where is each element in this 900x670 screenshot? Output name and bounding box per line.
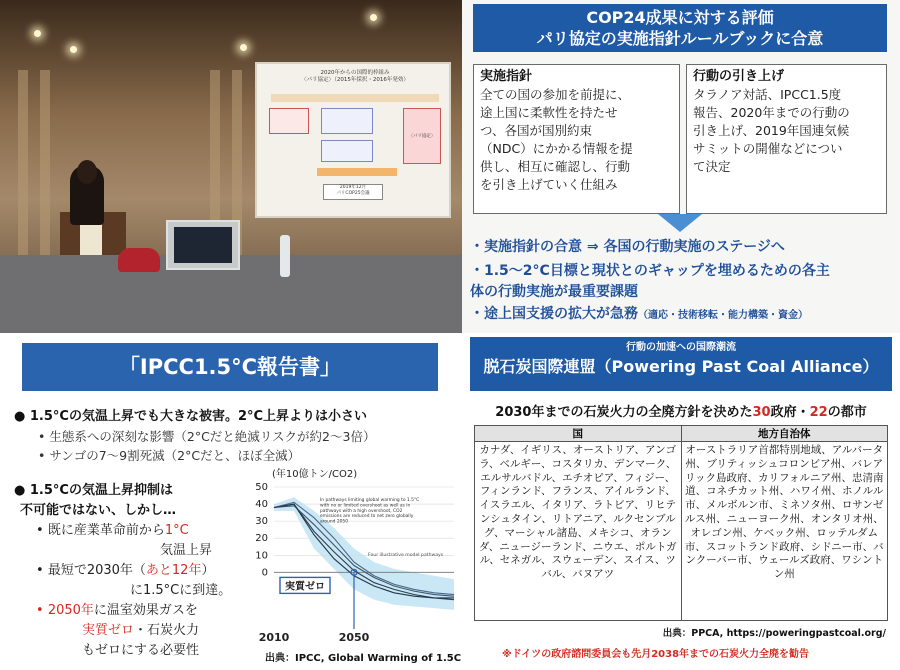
ppca-table [474, 425, 888, 621]
subpoint-text: ） [201, 563, 215, 578]
projector-screen [255, 62, 451, 218]
ppca-source: 出典：PPCA, https://poweringpastcoal.org/ [662, 628, 886, 639]
implementation-guideline-box [473, 64, 680, 214]
action-raising-box [686, 64, 887, 214]
ppca-subtitle: 行動の加速への国際潮流 [626, 342, 736, 353]
column-header-country: 国 [475, 426, 682, 442]
point-text: 1.5°Cの気温上昇でも大きな被害。2°C上昇よりは小さい [29, 409, 368, 424]
lead-number: 30 [752, 405, 771, 420]
ipcc-title: 「IPCC1.5°C報告書」 [22, 343, 438, 391]
legend-note: Four illustrative model pathways [368, 553, 444, 559]
bullet-small-text: （適応・技術移転・能力構築・資金） [638, 310, 808, 321]
ppca-title: 脱石炭国際連盟（Powering Past Coal Alliance） [483, 357, 879, 376]
ipcc-subpoint: • 生態系への深刻な影響（2°Cだと絶滅リスクが約2～3倍） [38, 429, 376, 444]
subpoint-red: 実質ゼロ [82, 623, 135, 638]
subpoint: に1.5°Cに到達。 [130, 583, 232, 598]
box-line: サミットの開催などについ [693, 141, 843, 156]
x-tick-label: 2050 [338, 631, 370, 644]
box-line: 引き上げ、2019年国連気候 [693, 123, 850, 138]
subpoint: • 既に産業革命前から1°C [36, 523, 189, 538]
box-line: 報告、2020年までの行動の [693, 105, 850, 120]
ceiling-lamp [70, 46, 77, 53]
table-header-row [475, 426, 888, 442]
box-line: タラノア対話、IPCC1.5度 [693, 87, 842, 102]
subpoint-red: 1°C [164, 523, 189, 538]
y-tick-label: 20 [255, 533, 268, 545]
subpoint-text: 既に産業革命前から [47, 523, 165, 538]
ceiling-lamp [34, 30, 41, 37]
slide-box [321, 140, 373, 162]
y-tick-label: 30 [255, 516, 268, 528]
ppca-slide [462, 333, 900, 670]
column-header-local: 地方自治体 [681, 426, 888, 442]
box-line: （NDC）にかかる情報を提 [480, 141, 633, 156]
zero-label: 実質ゼロ [285, 581, 325, 593]
lead-text: 政府・ [770, 405, 810, 420]
cop24-bullet: ・実施指針の合意 ⇒ 各国の行動実施のステージへ [470, 239, 785, 255]
slide-box-year: 2019年12月 パリCOP25会議 [323, 184, 383, 200]
subpoint-text: 生態系への深刻な影響（2°Cだと絶滅リスクが約2～3倍） [49, 429, 376, 444]
cop24-bullet: 体の行動実施が最重要課題 [470, 284, 638, 300]
box-title: 行動の引き上げ [693, 69, 785, 84]
table-row [475, 442, 888, 621]
ppca-note: ※ドイツの政府諮問委員会も先月2038年までの石炭火力全廃を勧告 [502, 649, 810, 660]
laptop-screen [174, 227, 232, 263]
box-title: 実施指針 [480, 69, 533, 84]
x-tick-label: 2010 [258, 631, 290, 644]
slide-box [269, 108, 309, 134]
red-bag [118, 248, 160, 272]
box-line: 全ての国の参加を前提に、 [480, 87, 631, 102]
subpoint-text: に温室効果ガスを [93, 603, 198, 618]
ipcc-point2 [14, 481, 254, 661]
cop24-title: COP24成果に対する評価 [586, 8, 774, 27]
subpoint [14, 621, 254, 641]
down-arrow-icon [658, 214, 702, 232]
slide-box [321, 108, 373, 134]
point2-line: 不可能ではない、しかし… [20, 503, 177, 518]
point2-line: ● 1.5°Cの気温上昇抑制は [14, 483, 173, 498]
subpoint-red: あと12年 [145, 563, 202, 578]
ppca-lead [466, 401, 896, 420]
box-text [693, 86, 880, 176]
subpoint: もゼロにする必要性 [82, 643, 200, 658]
point-text: 1.5°Cの気温上昇抑制は [29, 483, 173, 498]
cop24-subtitle: パリ協定の実施指針ルールブックに合意 [536, 29, 824, 48]
lead-text: 2030年までの石炭火力の全廃方針を決めた [495, 405, 753, 420]
cop24-bullet: ・1.5～2°C目標と現状とのギャップを埋めるための各主 [470, 263, 830, 279]
slide-box-paris: 〈パリ協定〉 [403, 108, 441, 164]
cop24-slide [462, 0, 900, 333]
subpoint-text: サンゴの7～9割死滅（2°Cだと、ほぼ全滅） [49, 448, 301, 463]
country-list: カナダ、イギリス、オーストリア、アンゴラ、ベルギー、コスタリカ、デンマーク、エルサルバドル、エチオピア、フィジー、フィンランド、フランス、アイルランド、イスラエル、イタリア、ラトビア、リヒテンシュタイン、リトアニア、ルクセンブルグ、マーシャル諸島、メキシコ、オランダ、ニュージーランド、ニウエ、ポルトガル、セネガル、スウェーデン、スイス、ツバル、バヌアツ [475, 442, 682, 621]
laptop [166, 220, 240, 270]
bullet-text: ・途上国支援の拡大が急務 [470, 306, 638, 322]
y-tick-label: 10 [255, 550, 268, 562]
slide-title-line: 2020年からの国際的枠組み [320, 70, 390, 76]
ppca-header [470, 337, 892, 391]
subpoint: 気温上昇 [160, 543, 213, 558]
bottle [280, 235, 290, 277]
slide-title-line: 〈パリ協定〉（2015年採択・2016年発効） [301, 77, 409, 83]
ceiling-lamp [240, 44, 247, 51]
slide-arrow [317, 168, 397, 176]
chart-annotation: In pathways limiting global warming to 1.5°C with no or limited overshoot as well as in pathways with a high overshoot, CO2 emissions are reduced to net zero globally around 2050 [320, 498, 420, 525]
emissions-chart [240, 465, 462, 645]
ipcc-point: ● 1.5°Cの気温上昇でも大きな被害。2°C上昇よりは小さい [14, 409, 368, 424]
lead-number: 22 [809, 405, 828, 420]
local-government-list: オーストラリア首都特別地域、アルバータ州、ブリティッシュコロンビア州、バレアリック島政府、カリフォルニア州、忠清南道、コネチカット州、ハワイ州、ホノルル市、メルボルン市、ミネソタ州、ロサンゼルス州、ニューヨーク州、オンタリオ州、オレゴン州、ケベック州、ロッテルダム市、スコットランド政府、シドニー市、バンクーバー市、ウェールズ政府、ワシントン州 [681, 442, 888, 621]
ceiling-lamp [370, 14, 377, 21]
slide-timeline [271, 94, 439, 102]
box-line: て決定 [693, 159, 731, 174]
lead-text: の都市 [827, 405, 867, 420]
speaker-head [77, 160, 97, 184]
y-tick-label: 40 [255, 499, 268, 511]
box-line: 途上国に柔軟性を持たせ [480, 105, 618, 120]
subpoint-text: ・石炭火力 [134, 623, 200, 638]
ipcc-slide [0, 333, 462, 670]
subpoint: • 2050年に温室効果ガスを [36, 603, 198, 618]
ipcc-source: 出典：IPCC, Global Warming of 1.5C [265, 653, 462, 664]
ipcc-subpoint: • サンゴの7～9割死滅（2°Cだと、ほぼ全滅） [38, 448, 301, 463]
subpoint-text: 最短で2030年（ [47, 563, 146, 578]
box-text [480, 86, 673, 194]
y-tick-label: 50 [255, 482, 268, 493]
y-axis-label: (年10億トン/CO2) [272, 469, 358, 480]
cop24-header [473, 4, 887, 52]
lecture-photo [0, 0, 462, 333]
y-tick-label: 0 [261, 567, 268, 579]
subpoint: • 最短で2030年（あと12年） [36, 563, 215, 578]
cop24-bullet [470, 303, 808, 327]
box-line: つ、各国が国別約束 [480, 123, 593, 138]
slide-title [277, 70, 433, 84]
box-line: を引き上げていく仕組み [480, 177, 618, 192]
subpoint-red: 2050年 [47, 603, 94, 618]
box-line: 供し、相互に確認し、行動 [480, 159, 631, 174]
